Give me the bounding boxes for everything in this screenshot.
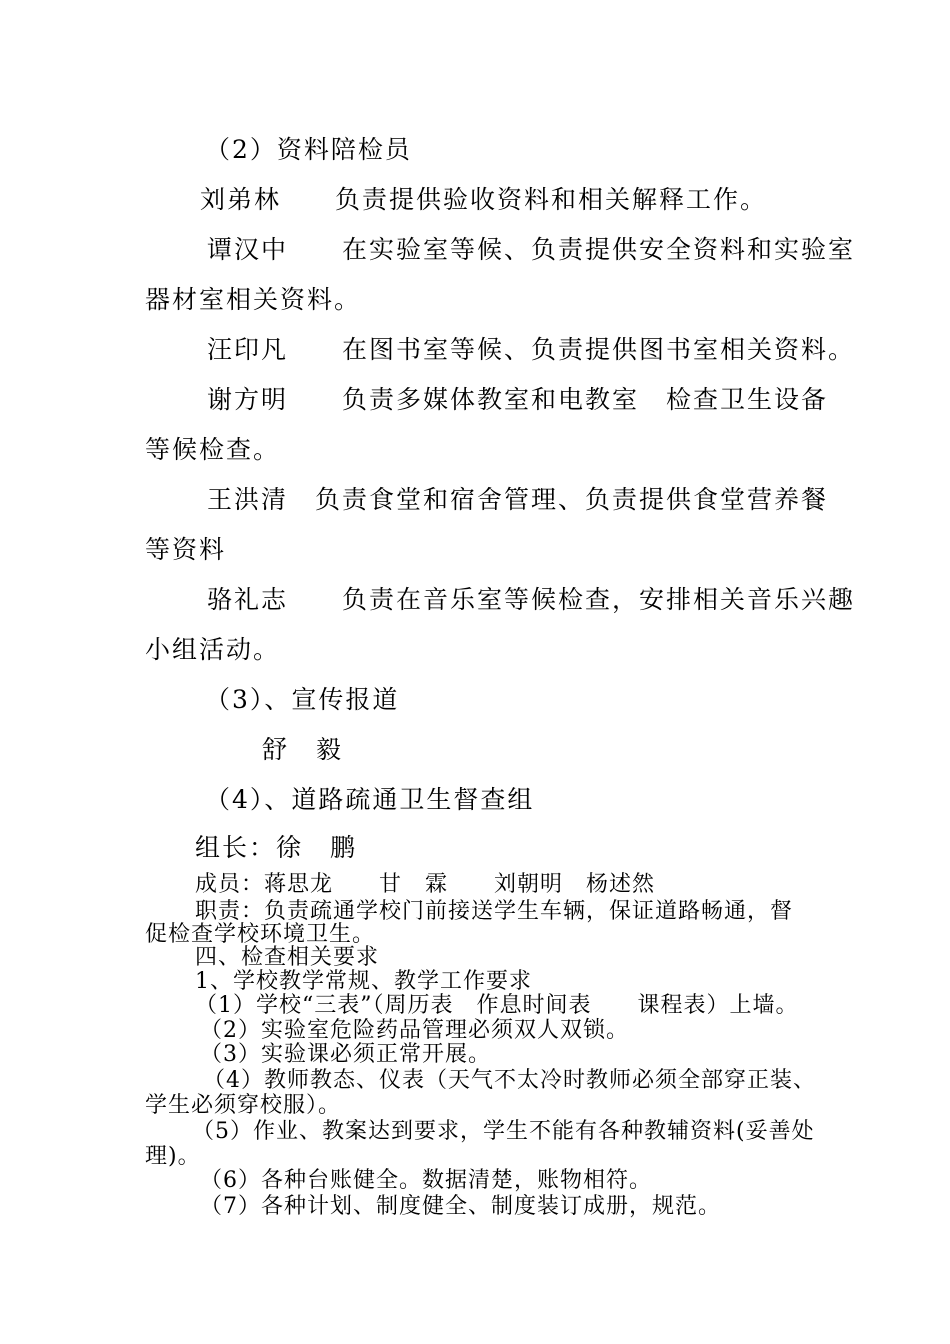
requirement-item: （4）教师教态、仪表（天气不太冷时教师必须全部穿正装、 (203, 1068, 816, 1093)
requirement-continuation: 理)。 (145, 1144, 201, 1169)
duty-line: 职责：负责疏通学校门前接送学生车辆，保证道路畅通，督 (195, 899, 794, 924)
subsection-heading: 1、学校教学常规、教学工作要求 (195, 969, 532, 994)
section-heading: （2）资料陪检员 (205, 135, 412, 164)
section-heading: （3）、宣传报道 (205, 685, 400, 714)
requirement-item: （7）各种计划、制度健全、制度装订成册，规范。 (200, 1194, 721, 1219)
paragraph: 谢方明 负责多媒体教室和电教室 检查卫生设备 (207, 385, 829, 414)
requirement-item: （5）作业、教案达到要求，学生不能有各种教辅资料(妥善处 (192, 1119, 815, 1144)
group-leader: 组长：徐 鹏 (195, 833, 358, 862)
group-members: 成员：蒋思龙 甘 霖 刘朝明 杨述然 (195, 872, 656, 897)
requirement-item: （3）实验课必须正常开展。 (200, 1042, 491, 1067)
requirement-continuation: 学生必须穿校服）。 (145, 1093, 342, 1118)
paragraph-continuation: 等资料 (145, 535, 227, 564)
requirement-item: （6）各种台账健全。数据清楚，账物相符。 (200, 1168, 652, 1193)
section-heading: （4）、道路疏通卫生督查组 (205, 785, 535, 814)
person-name: 舒 毅 (262, 735, 344, 764)
requirement-item: （2）实验室危险药品管理必须双人双锁。 (200, 1018, 629, 1043)
section-heading: 四、检查相关要求 (195, 945, 380, 970)
duty-continuation: 促检查学校环境卫生。 (145, 922, 376, 947)
paragraph: 汪印凡 在图书室等候、负责提供图书室相关资料。 (207, 335, 856, 364)
paragraph: 王洪清 负责食堂和宿舍管理、负责提供食堂营养餐 (207, 485, 829, 514)
paragraph: 刘弟林 负责提供验收资料和相关解释工作。 (200, 185, 768, 214)
paragraph-continuation: 器材室相关资料。 (145, 285, 362, 314)
paragraph-continuation: 等候检查。 (145, 435, 281, 464)
paragraph: 谭汉中 在实验室等候、负责提供安全资料和实验室 (207, 235, 856, 264)
paragraph-continuation: 小组活动。 (145, 635, 281, 664)
requirement-item: （1）学校“三表”（周历表 作息时间表 课程表）上墙。 (195, 993, 799, 1018)
paragraph: 骆礼志 负责在音乐室等候检查，安排相关音乐兴趣 (207, 585, 856, 614)
